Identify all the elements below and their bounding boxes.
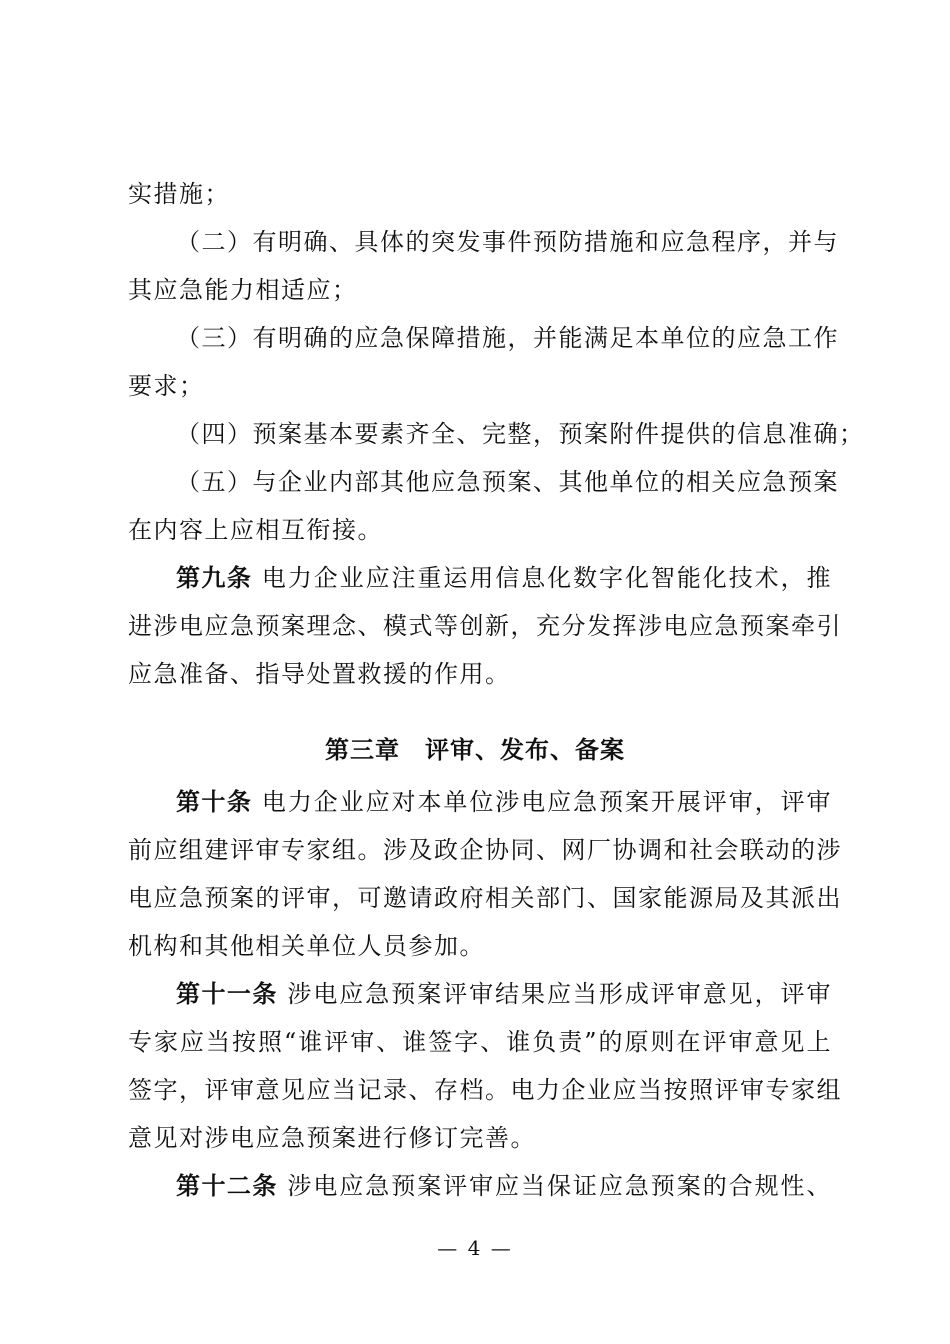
item-4-line-1: （四）预案基本要素齐全、完整，预案附件提供的信息准确； (176, 420, 865, 448)
chapter-3-title: 第三章 评审、发布、备案 (325, 736, 625, 764)
article-10-line-2: 前应组建评审专家组。涉及政企协同、网厂协调和社会联动的涉 (128, 836, 842, 864)
article-9-line-3: 应急准备、指导处置救援的作用。 (128, 660, 511, 688)
article-12-heading: 第十二条 (176, 1172, 278, 1200)
item-2-line-1: （二）有明确、具体的突发事件预防措施和应急程序，并与 (176, 228, 839, 256)
page-number: — 4 — (437, 1236, 513, 1260)
article-10-line-1 (128, 786, 832, 818)
article-11-text-1: 涉电应急预案评审结果应当形成评审意见，评审 (287, 980, 833, 1008)
article-10-heading: 第十条 (176, 788, 253, 816)
article-11-heading: 第十一条 (176, 980, 278, 1008)
article-9-line-1 (128, 562, 832, 594)
article-11-line-1 (128, 978, 832, 1010)
item-3-line-1: （三）有明确的应急保障措施，并能满足本单位的应急工作 (176, 324, 839, 352)
article-9-line-2: 进涉电应急预案理念、模式等创新，充分发挥涉电应急预案牵引 (128, 612, 842, 640)
article-11-line-3: 签字，评审意见应当记录、存档。电力企业应当按照评审专家组 (128, 1076, 842, 1104)
item-2-line-2: 其应急能力相适应； (128, 276, 358, 304)
item-3-line-2: 要求； (128, 372, 205, 400)
article-10-line-4: 机构和其他相关单位人员参加。 (128, 932, 485, 960)
clause-8-tail-line-1: 实措施； (128, 180, 230, 208)
article-11-line-2: 专家应当按照“谁评审、谁签字、谁负责”的原则在评审意见上 (128, 1028, 832, 1056)
item-5-line-1: （五）与企业内部其他应急预案、其他单位的相关应急预案 (176, 468, 839, 496)
article-12-line-1 (128, 1170, 832, 1202)
item-5-line-2: 在内容上应相互衔接。 (128, 516, 383, 544)
article-11-line-4: 意见对涉电应急预案进行修订完善。 (128, 1124, 536, 1152)
article-10-line-3: 电应急预案的评审，可邀请政府相关部门、国家能源局及其派出 (128, 884, 842, 912)
article-9-heading: 第九条 (176, 564, 253, 592)
article-12-text-1: 涉电应急预案评审应当保证应急预案的合规性、 (287, 1172, 833, 1200)
article-9-text-1: 电力企业应注重运用信息化数字化智能化技术，推 (261, 564, 833, 592)
article-10-text-1: 电力企业应对本单位涉电应急预案开展评审，评审 (261, 788, 833, 816)
